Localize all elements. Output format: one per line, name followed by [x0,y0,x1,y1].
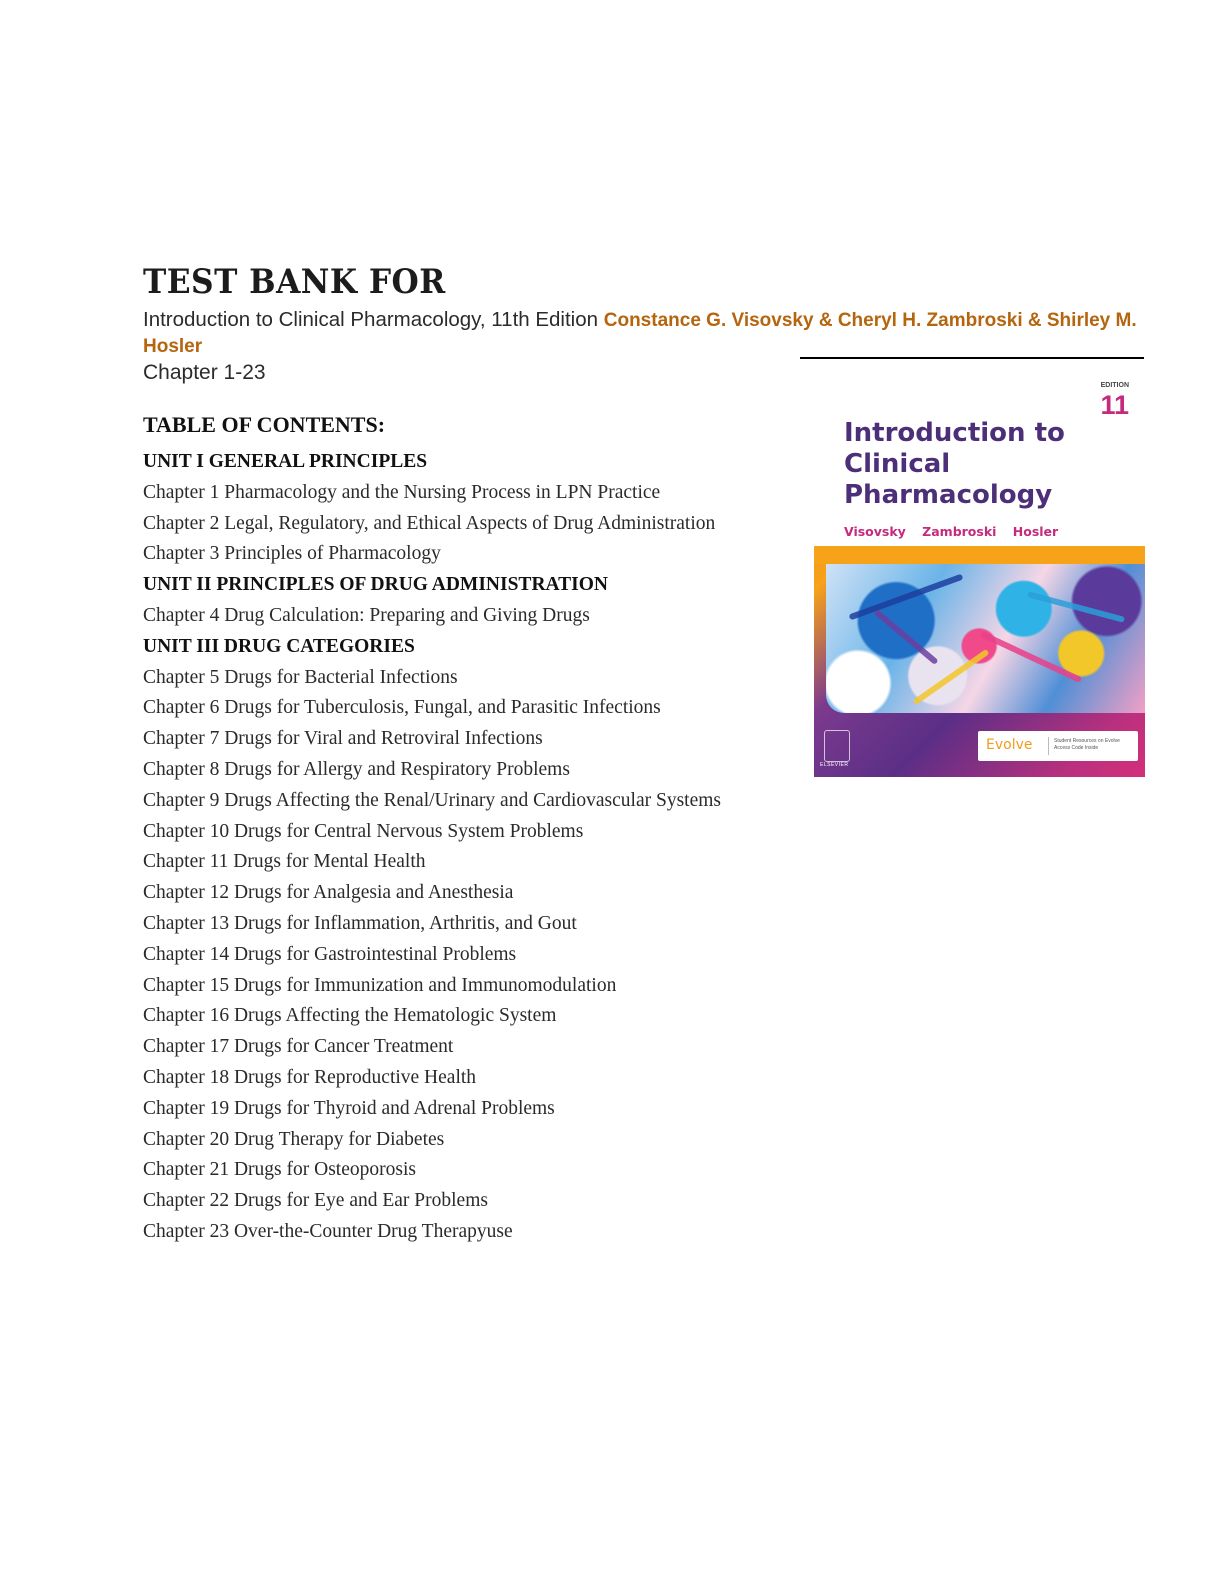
toc-chapter-item: Chapter 18 Drugs for Reproductive Health [143,1066,477,1088]
evolve-separator [1048,737,1049,755]
cover-authors: Visovsky Zambroski Hosler [844,524,1059,539]
toc-chapter-item: Chapter 5 Drugs for Bacterial Infections [143,666,458,688]
toc-chapter-item: Chapter 15 Drugs for Immunization and Immunomodulation [143,974,617,996]
cover-artwork [826,564,1145,713]
toc-chapter-item: Chapter 20 Drug Therapy for Diabetes [143,1128,445,1150]
toc-chapter-item: Chapter 22 Drugs for Eye and Ear Problems [143,1190,488,1212]
toc-unit-heading: UNIT III DRUG CATEGORIES [143,635,415,657]
toc-chapter-item: Chapter 13 Drugs for Inflammation, Arthritis, and Gout [143,912,577,934]
toc-chapter-item: Chapter 12 Drugs for Analgesia and Anesthesia [143,882,514,904]
cover-edition-label: EDITION [1100,382,1129,389]
book-subtitle [143,307,1143,359]
toc-chapter-item: Chapter 23 Over-the-Counter Drug Therapyuse [143,1220,513,1242]
book-authors: Constance G. Visovsky & Cheryl H. Zambroski & Shirley M. Hosler [143,310,1137,357]
toc-title: TABLE OF CONTENTS: [143,412,386,437]
toc-chapter-item: Chapter 21 Drugs for Osteoporosis [143,1159,416,1181]
toc-list [143,447,721,1248]
toc-chapter-item: Chapter 3 Principles of Pharmacology [143,543,441,565]
evolve-badge [978,731,1138,761]
toc-chapter-item: Chapter 19 Drugs for Thyroid and Adrenal Problems [143,1097,555,1119]
toc-chapter-item: Chapter 14 Drugs for Gastrointestinal Problems [143,943,517,965]
toc-chapter-item: Chapter 17 Drugs for Cancer Treatment [143,1036,454,1058]
cover-edition-number: 11 [1100,390,1129,420]
cover-orange-strip [814,546,1145,564]
toc-chapter-item: Chapter 8 Drugs for Allergy and Respiratory Problems [143,758,570,780]
toc-chapter-item: Chapter 16 Drugs Affecting the Hematologic System [143,1005,557,1027]
toc-chapter-item: Chapter 11 Drugs for Mental Health [143,851,426,873]
toc-chapter-item: Chapter 1 Pharmacology and the Nursing Process in LPN Practice [143,481,661,503]
toc-chapter-item: Chapter 6 Drugs for Tuberculosis, Fungal, and Parasitic Infections [143,697,661,719]
toc-chapter-item: Chapter 7 Drugs for Viral and Retroviral Infections [143,728,543,750]
toc-chapter-item: Chapter 9 Drugs Affecting the Renal/Urinary and Cardiovascular Systems [143,789,722,811]
evolve-note: Student Resources on Evolve Access Code Inside [1054,738,1120,751]
cover-title: Introduction to Clinical Pharmacology [844,418,1065,510]
evolve-word: Evolve [986,737,1033,753]
elsevier-logo-icon [824,730,850,762]
chapter-range: Chapter 1-23 [143,361,266,384]
toc-chapter-item: Chapter 2 Legal, Regulatory, and Ethical Aspects of Drug Administration [143,512,716,534]
toc-chapter-item: Chapter 10 Drugs for Central Nervous System Problems [143,820,584,842]
toc-unit-heading: UNIT II PRINCIPLES OF DRUG ADMINISTRATION [143,574,609,596]
cover-publisher: ELSEVIER [820,762,849,768]
header-rule [800,357,1144,359]
document-heading: TEST BANK FOR [143,262,446,302]
book-title: Introduction to Clinical Pharmacology, 11th Edition [143,308,599,331]
book-cover [814,368,1145,777]
toc-unit-heading: UNIT I GENERAL PRINCIPLES [143,451,428,472]
toc-chapter-item: Chapter 4 Drug Calculation: Preparing and Giving Drugs [143,604,590,626]
